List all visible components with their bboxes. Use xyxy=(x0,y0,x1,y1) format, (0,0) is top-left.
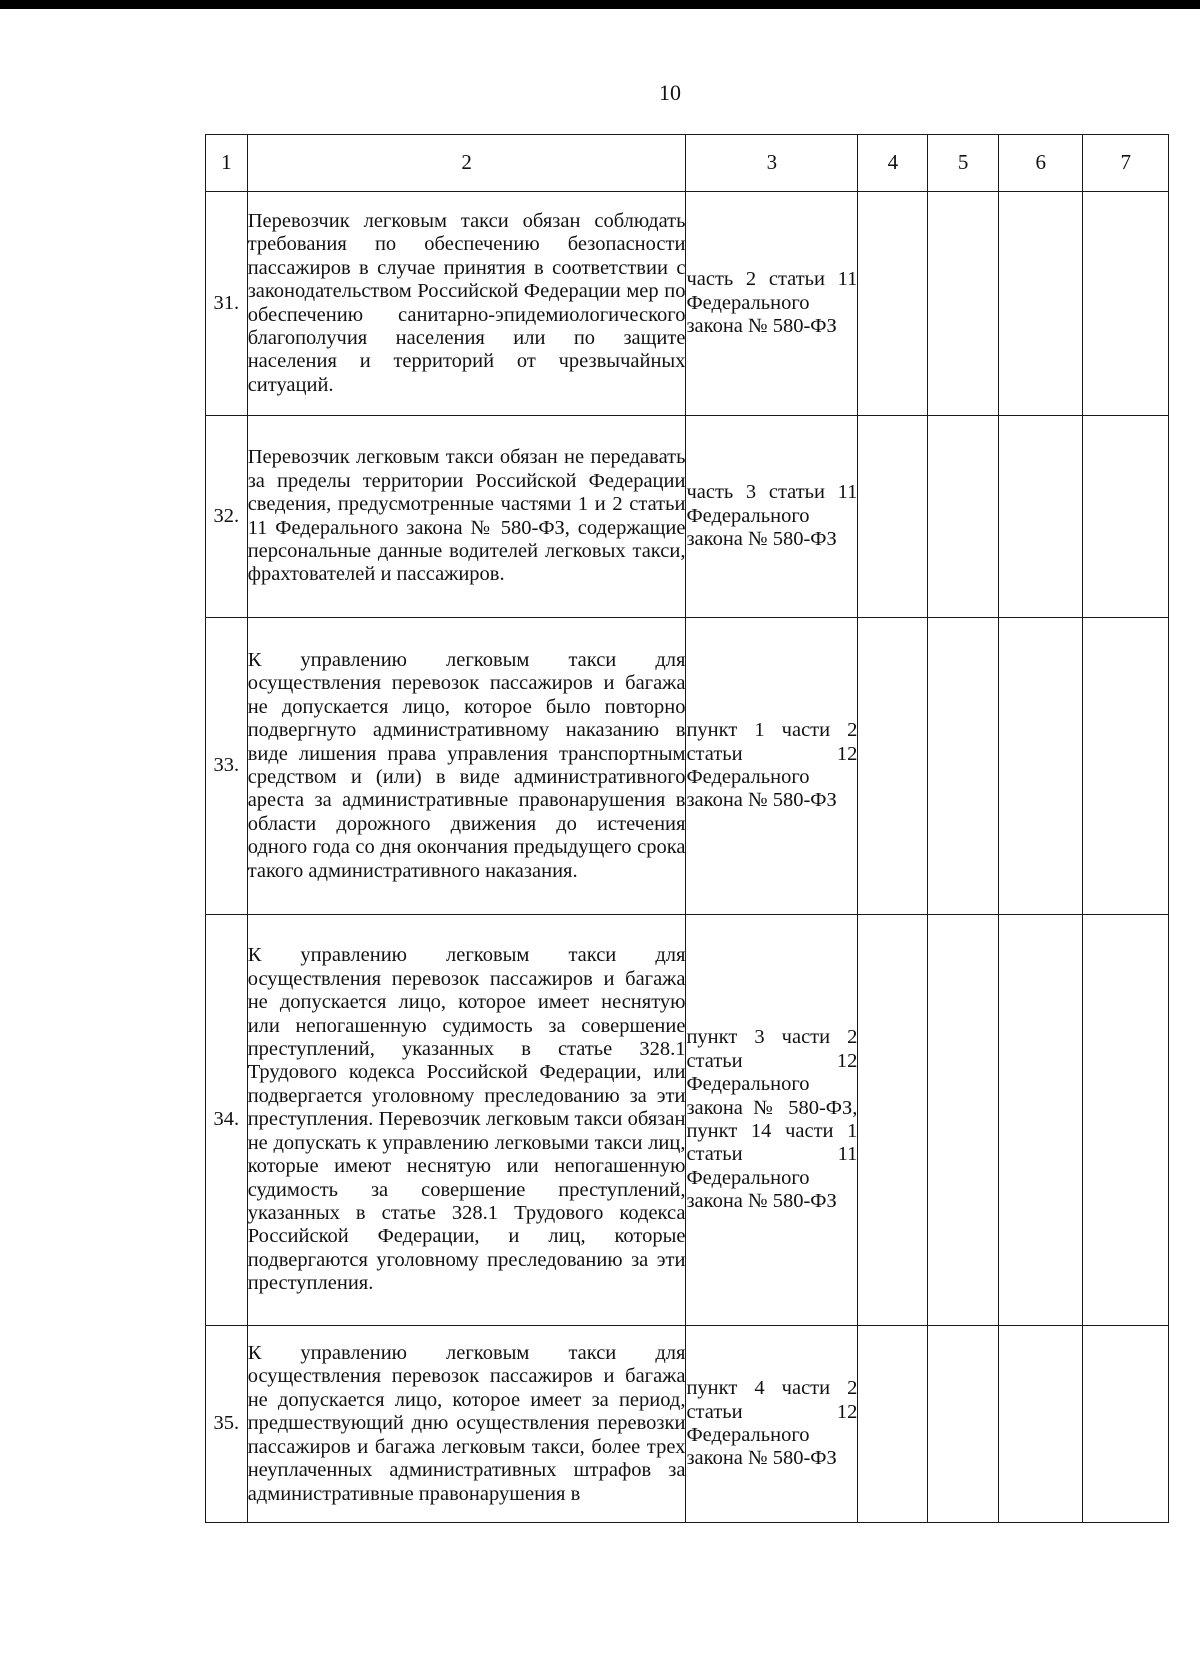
empty-cell xyxy=(999,1326,1083,1523)
empty-cell xyxy=(928,618,999,915)
table-row xyxy=(206,1326,1169,1523)
empty-cell xyxy=(928,416,999,618)
empty-cell xyxy=(928,192,999,416)
table-row xyxy=(206,192,1169,416)
row-number: 33. xyxy=(206,618,248,915)
legal-reference: пункт 4 части 2 статьи 12 Федерального закона № 580-ФЗ xyxy=(686,1326,858,1523)
row-number: 32. xyxy=(206,416,248,618)
empty-cell xyxy=(1083,1326,1169,1523)
header-cell: 1 xyxy=(206,135,248,192)
header-cell: 3 xyxy=(686,135,858,192)
requirement-text: Перевозчик легковым такси обязан не передавать за пределы территории Российской Федерации сведения, предусмотренные частями 1 и 2 статьи 11 Федерального закона № 580-ФЗ, содержащие персональные данные водителей легковых такси, фрахтователей и пассажиров. xyxy=(247,416,686,618)
empty-cell xyxy=(999,618,1083,915)
empty-cell xyxy=(858,416,928,618)
empty-cell xyxy=(1083,618,1169,915)
empty-cell xyxy=(858,192,928,416)
header-cell: 6 xyxy=(999,135,1083,192)
legal-reference: часть 3 статьи 11 Федерального закона № 580-ФЗ xyxy=(686,416,858,618)
page-number: 10 xyxy=(659,80,681,105)
header-cell: 2 xyxy=(247,135,686,192)
empty-cell xyxy=(858,1326,928,1523)
requirements-table xyxy=(205,134,1169,1523)
legal-reference: пункт 1 части 2 статьи 12 Федерального закона № 580-ФЗ xyxy=(686,618,858,915)
row-number: 34. xyxy=(206,915,248,1326)
table-header-row xyxy=(206,135,1169,192)
requirement-text: Перевозчик легковым такси обязан соблюдать требования по обеспечению безопасности пассажиров в случае принятия в соответствии с законодательством Российской Федерации мер по обеспечению санитарно-эпидемиологического благополучия населения или по защите населения и территорий от чрезвычайных ситуаций. xyxy=(247,192,686,416)
empty-cell xyxy=(999,915,1083,1326)
header-cell: 7 xyxy=(1083,135,1169,192)
table-row xyxy=(206,416,1169,618)
empty-cell xyxy=(928,915,999,1326)
table-row xyxy=(206,618,1169,915)
row-number: 35. xyxy=(206,1326,248,1523)
empty-cell xyxy=(1083,192,1169,416)
requirement-text: К управлению легковым такси для осуществления перевозок пассажиров и багажа не допускается лицо, которое имеет за период, предшествующий дню осуществления перевозки пассажиров и багажа легковым такси, более трех неуплаченных административных штрафов за административные правонарушения в xyxy=(247,1326,686,1523)
row-number: 31. xyxy=(206,192,248,416)
empty-cell xyxy=(1083,416,1169,618)
requirement-text: К управлению легковым такси для осуществления перевозок пассажиров и багажа не допускается лицо, которое было повторно подвергнуто административному наказанию в виде лишения права управления транспортным средством и (или) в виде административного ареста за административные правонарушения в области дорожного движения до истечения одного года со дня окончания предыдущего срока такого административного наказания. xyxy=(247,618,686,915)
scan-top-edge xyxy=(0,0,1200,9)
empty-cell xyxy=(928,1326,999,1523)
header-cell: 5 xyxy=(928,135,999,192)
empty-cell xyxy=(1083,915,1169,1326)
legal-reference: часть 2 статьи 11 Федерального закона № 580-ФЗ xyxy=(686,192,858,416)
requirement-text: К управлению легковым такси для осуществления перевозок пассажиров и багажа не допускается лицо, которое имеет неснятую или непогашенную судимость за совершение преступлений, указанных в статье 328.1 Трудового кодекса Российской Федерации, или подвергается уголовному преследованию за эти преступления. Перевозчик легковым такси обязан не допускать к управлению легковыми такси лиц, которые имеют неснятую или непогашенную судимость за совершение преступлений, указанных в статье 328.1 Трудового кодекса Российской Федерации, и лиц, которые подвергаются уголовному преследованию за эти преступления. xyxy=(247,915,686,1326)
empty-cell xyxy=(858,618,928,915)
empty-cell xyxy=(858,915,928,1326)
table-row xyxy=(206,915,1169,1326)
legal-reference: пункт 3 части 2 статьи 12 Федерального закона № 580-ФЗ, пункт 14 части 1 статьи 11 Федерального закона № 580-ФЗ xyxy=(686,915,858,1326)
empty-cell xyxy=(999,416,1083,618)
empty-cell xyxy=(999,192,1083,416)
header-cell: 4 xyxy=(858,135,928,192)
